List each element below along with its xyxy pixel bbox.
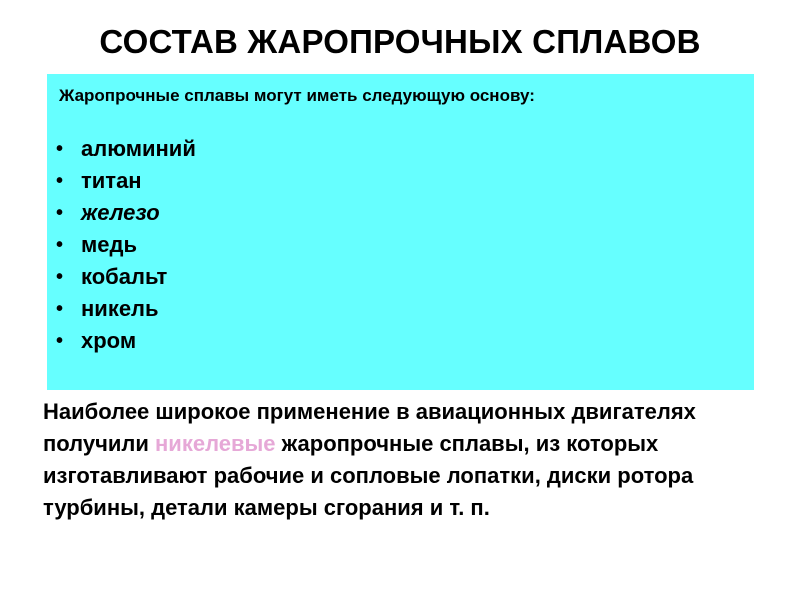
list-item-label: никель	[81, 296, 159, 321]
summary-paragraph	[43, 396, 763, 524]
bullet-icon: •	[56, 298, 64, 320]
bullet-icon: •	[56, 170, 64, 192]
summary-text-before: Наиболее широкое применение в авиационных двигателях получили	[43, 399, 696, 456]
bullet-icon: •	[56, 330, 64, 352]
list-item-label: кобальт	[81, 264, 168, 289]
list-item-label: алюминий	[81, 136, 196, 161]
bullet-icon: •	[56, 138, 64, 160]
info-box	[47, 74, 754, 390]
bullet-icon: •	[56, 202, 64, 224]
highlighted-word: никелевые	[155, 431, 276, 456]
bullet-icon: •	[56, 266, 64, 288]
intro-text: Жаропрочные сплавы могут иметь следующую основу:	[59, 86, 535, 105]
bullet-icon: •	[56, 234, 64, 256]
list-item-label: титан	[81, 168, 142, 193]
list-item-label: железо	[81, 200, 160, 225]
list-item-label: медь	[81, 232, 137, 257]
slide-title: СОСТАВ ЖАРОПРОЧНЫХ СПЛАВОВ	[99, 23, 701, 60]
list-item-label: хром	[81, 328, 137, 353]
summary-text-after: жаропрочные сплавы, из которых изготавливают рабочие и сопловые лопатки, диски ротора турбины, детали камеры сгорания и т. п.	[43, 431, 694, 520]
